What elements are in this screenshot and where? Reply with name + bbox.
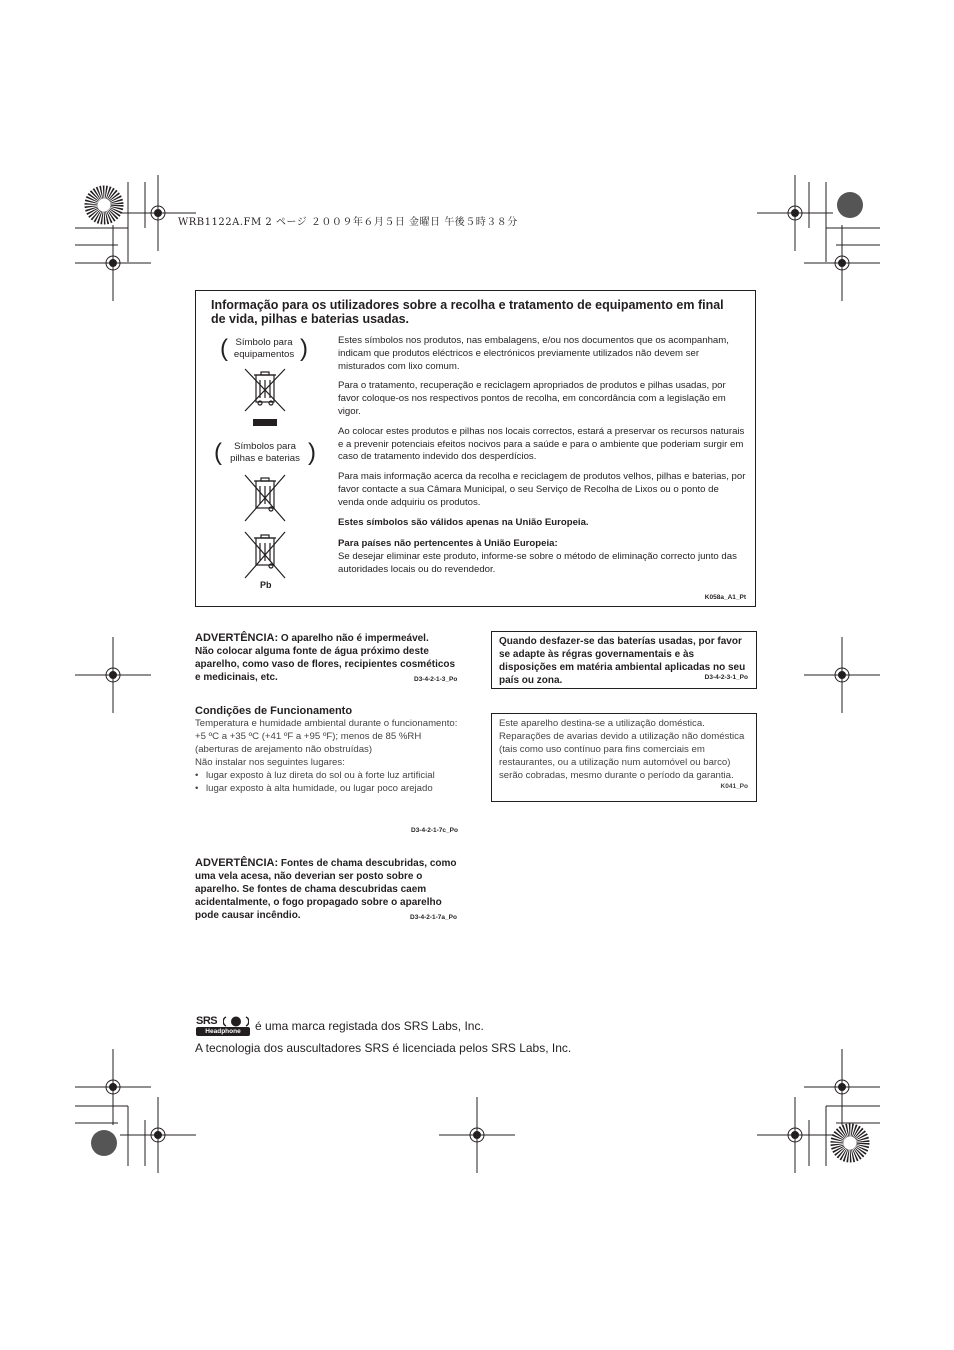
conditions-title: Condições de Funcionamento [195,705,353,717]
srs-headphone-logo: SRS Headphone [196,1015,250,1037]
list-item: • lugar exposto à luz direta do sol ou à forte luz artificial [206,769,463,782]
weee-non-eu-head: Para países não pertencentes à União Europeia: [338,538,558,550]
srs-license-line: A tecnologia dos auscultadores SRS é licenciada pelos SRS Labs, Inc. [195,1041,572,1055]
weee-code: K058a_A1_Pt [704,594,746,601]
crossed-bin-equipment-icon [243,367,289,431]
weee-info-box [195,290,756,607]
batteries-code: D3-4-2-3-1_Po [704,674,748,681]
crossed-bin-pb-icon [243,530,289,582]
warning-flame: ADVERTÊNCIA: Fontes de chama descubridas, como uma vela acesa, não deverian ser posto sobre o aparelho. Se fontes de chama descubridas caem acidentalmente, o fogo propagado sobre o aparelho pode causar incêndio. [195,857,457,921]
weee-paragraph: Ao colocar estes produtos e pilhas nos locais correctos, estará a preservar os recursos naturais e a prevenir potenciais efeitos nocivos para a saúde e para o ambiente que poderiam surgir em caso de tratamento indevido dos desperdícios. [338,425,745,463]
list-item: • lugar exposto à alta humidade, ou lugar poco arejado [206,782,463,795]
operating-conditions [195,705,463,795]
weee-title: Informação para os utilizadores sobre a recolha e tratamento de equipamento em final de vida, pilhas e baterias usadas. [211,298,724,326]
conditions-code: D3-4-2-1-7c_Po [411,827,458,834]
warning-flame-code: D3-4-2-1-7a_Po [410,914,457,921]
warning-water-code: D3-4-2-1-3_Po [414,676,458,683]
symbol-equipment-label: ( Símbolo para equipamentos ) [220,335,308,362]
srs-circle-icon [223,1016,249,1027]
weee-eu-only: Estes símbolos são válidos apenas na União Europeia. [338,516,589,528]
domestic-code: K041_Po [720,783,748,790]
crossed-bin-battery-icon [243,473,289,525]
weee-text [338,335,746,577]
warning-head: ADVERTÊNCIA: [195,632,279,644]
conditions-text: Temperatura e humidade ambiental durante o funcionamento: +5 ºC a +35 ºC (+41 ºF a +95 ºF); menos de 85 %RH (aberturas de arejamento não obstruídas) Não instalar nos seguintes lugares: • lugar exposto à luz direta do sol ou à forte luz artificial • lugar exposto à alta humidade, ou lugar poco arejado [195,717,463,795]
weee-paragraph: Para o tratamento, recuperação e reciclagem apropriados de produtos e pilhas usadas, por favor coloque-os nos respectivos pontos de recolha, em concordância com a legislação em vigor. [338,380,726,417]
weee-non-eu-text: Se desejar eliminar este produto, informe-se sobre o método de eliminação correcto junto das autoridades locais ou do revendedor. [338,551,737,575]
file-header-line: WRB1122A.FM 2 ページ ２００９年６月５日 金曜日 午後５時３８分 [178,217,518,228]
weee-paragraph: Para mais informação acerca da recolha e reciclagem de produtos velhos, pilhas e baterias, por favor contacte a sua Câmara Municipal, o seu Serviço de Recolha de Lixos ou o ponto de venda onde adquiriu os produtos. [338,471,746,508]
batteries-disposal-box: Quando desfazer-se das baterías usadas, por favor se adapte às régras governamentais e às disposições em matéria ambiental aplicadas no seu país ou zona. D3-4-2-3-1_Po [491,631,757,689]
weee-paragraph: Estes símbolos nos produtos, nas embalagens, e/ou nos documentos que os acompanham, indicam que produtos eléctricos e electrónicos previamente utilizados não devem ser misturados com lixo comum. [338,335,729,372]
srs-trademark-line: é uma marca registada dos SRS Labs, Inc. [255,1019,484,1033]
pb-label: Pb [260,580,272,590]
domestic-use-box: Este aparelho destina-se a utilização doméstica. Reparações de avarias devido a utilização não doméstica (tais como uso contínuo para fins comerciais em restaurantes, ou a utilização num automóvel ou barco) serão cobradas, mesmo durante o período da garantia. K041_Po [491,713,757,802]
warning-head: ADVERTÊNCIA: [195,857,279,869]
warning-water: ADVERTÊNCIA: O aparelho não é impermeável. Não colocar alguma fonte de água próximo deste aparelho, como vaso de flores, recipientes cosméticos e medicinais, etc. [195,632,456,683]
symbol-batteries-label: ( Símbolos para pilhas e baterias ) [214,439,316,466]
